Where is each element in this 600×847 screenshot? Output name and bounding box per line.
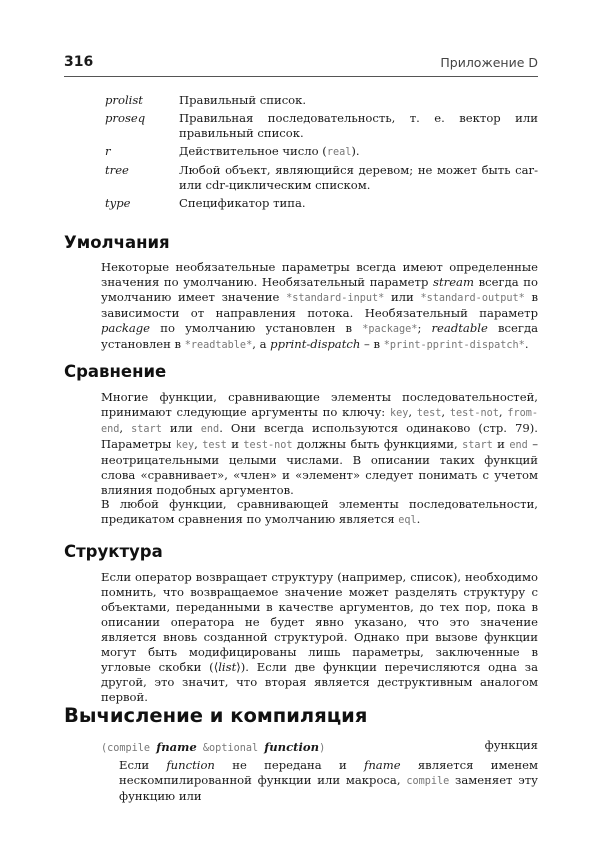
definition-list — [105, 93, 538, 214]
section-heading-defaults: Умолчания — [64, 233, 170, 252]
definition-term: proseq — [105, 111, 146, 125]
definition-row — [105, 93, 538, 108]
page-header — [64, 54, 538, 77]
definition-row — [105, 196, 538, 211]
chapter-heading-eval: Вычисление и компиляция — [64, 704, 368, 727]
definition-term: type — [105, 196, 131, 210]
definition-term: tree — [105, 163, 129, 177]
definition-term: prolist — [105, 93, 143, 107]
paragraph-defaults: Некоторые необязательные параметры всегда имеют определенные значения по умолчанию. Необязательный параметр stream всегда по умолчанию имеет значение *standard-input* или *standard-output* в зависимости от направления потока. Необязательный параметр package по умолчанию установлен в *package*; readtable всегда установлен в *readtable*, а pprint-dispatch – в *print-pprint-dispatch*. — [101, 260, 538, 351]
paragraph-comparison-1: Многие функции, сравнивающие элементы последовательностей, принимают следующие аргументы по ключу: key, test, test-not, from-end, start или end. Они всегда используются одинаково (стр. 79). Параметры key, test и test-not должны быть функциями, start и end – неотрицательными целыми числами. В описании таких функций слова «сравнивает», «член» и «элемент» следует понимать с учетом влияния подобных аргументов. — [101, 390, 539, 497]
definition-desc — [179, 144, 538, 160]
definition-desc: Правильная последовательность, т. е. вектор или правильный список. — [179, 111, 538, 140]
paragraph-comparison-2: В любой функции, сравнивающей элементы последовательности, предикатом сравнения по умолчанию является eql. — [101, 497, 538, 526]
running-head: Приложение D — [440, 55, 538, 70]
page-number: 316 — [64, 54, 94, 70]
signature-type: функция — [484, 738, 538, 752]
paragraph-eval: Если function не передана и fname является именем нескомпилированной функции или макроса, compile заменяет эту функцию или — [119, 758, 538, 803]
definition-desc: Любой объект, являющийся деревом; не может быть car-или cdr-циклическим списком. — [179, 163, 538, 192]
function-signature — [101, 738, 538, 756]
section-heading-comparison: Сравнение — [64, 362, 167, 381]
code-inline: real — [326, 147, 352, 158]
definition-desc: Спецификатор типа. — [179, 196, 306, 210]
signature-text: (compile fname &optional function) — [101, 740, 326, 754]
definition-row — [105, 111, 538, 141]
section-heading-structure: Структура — [64, 542, 163, 561]
definition-row — [105, 144, 538, 160]
paragraph-structure: Если оператор возвращает структуру (например, список), необходимо помнить, что возвращаемое значение может разделять структуру с объектами, переданными в качестве аргументов, до тех пор, пока в описании оператора не будет явно указано, что это значение является вновь созданной структурой. Однако при вызове функции могут быть модифицированы лишь параметры, заключенные в угловые скобки (⟨list⟩). Если две функции перечисляются одна за другой, это значит, что вторая является деструктивным аналогом первой. — [101, 570, 538, 704]
definition-row — [105, 163, 538, 193]
definition-desc: Правильный список. — [179, 93, 307, 107]
text: Действительное число ( — [179, 144, 327, 158]
definition-term: r — [105, 144, 111, 158]
text: ). — [351, 144, 360, 158]
